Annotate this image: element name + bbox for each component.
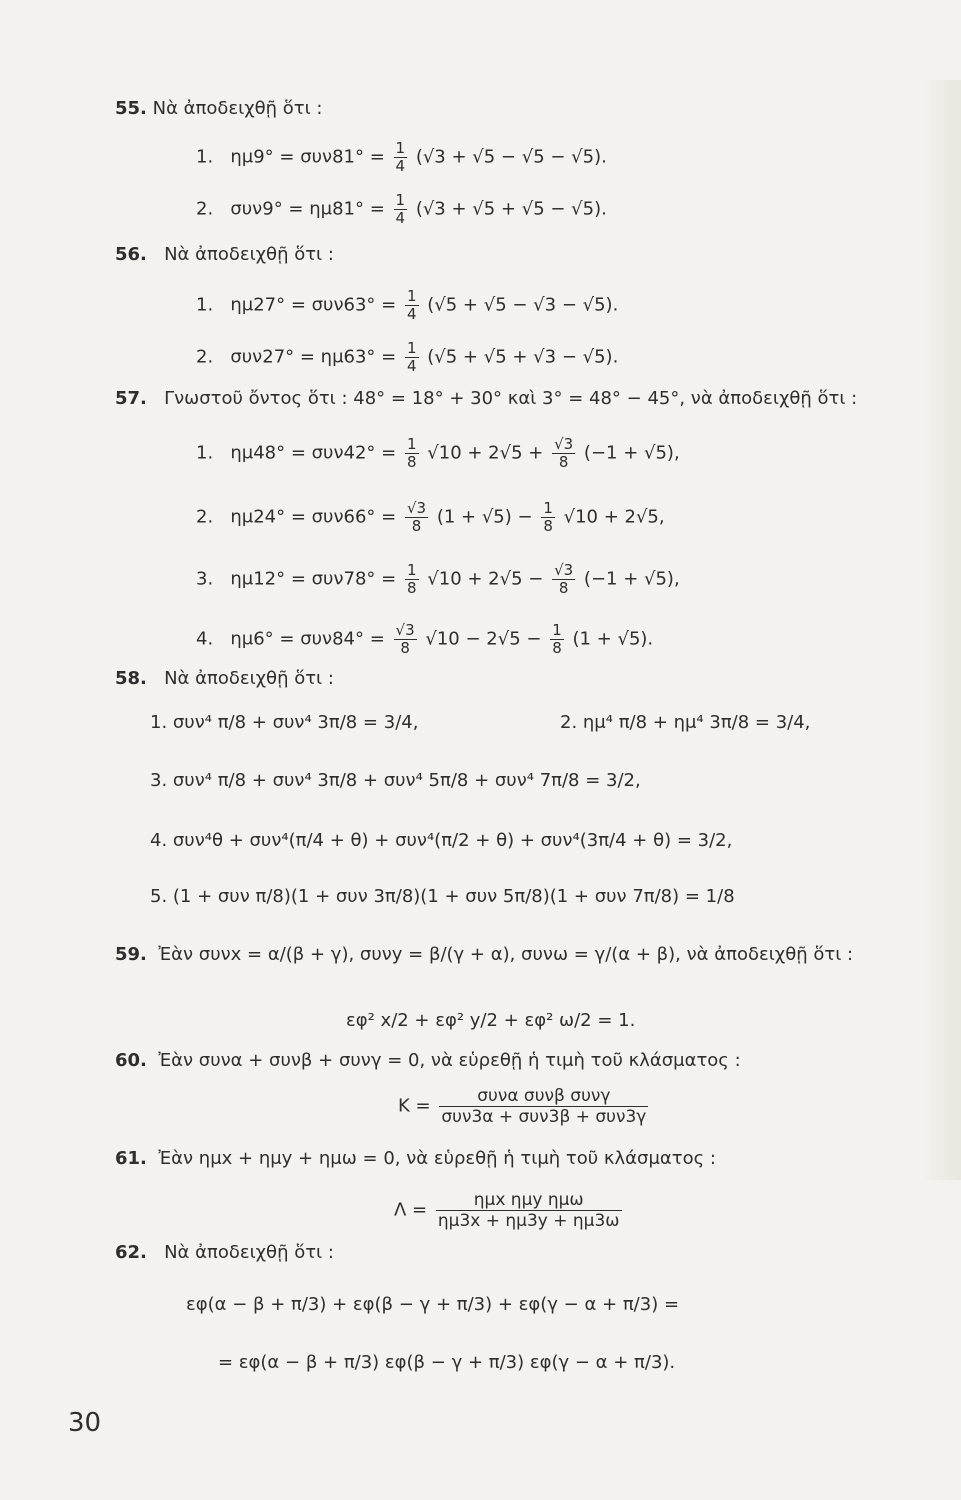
equation-rhs: (√3 + √5 − √5 − √5). [415, 146, 607, 168]
problem-58-heading [115, 668, 334, 690]
equation-line: 2. ημ⁴ π/8 + ημ⁴ 3π/8 = 3/4, [560, 712, 811, 733]
fraction: $\frac{√3}{8}$ [395, 621, 415, 657]
problem-title: Γνωστοῦ ὄντος ὅτι : 48° = 18° + 30° καὶ 3° = 48° − 45°, νὰ ἀποδειχθῇ ὅτι : [164, 388, 858, 409]
equation-lhs: ημ24° = συν66° = [230, 506, 397, 528]
equation-line [196, 192, 607, 227]
page-edge-shadow [921, 80, 961, 1180]
item-number: 1. [196, 294, 214, 316]
equation-middle: √10 − 2√5 − [425, 628, 542, 650]
problem-statement: Ἐὰν συνα + συνβ + συνγ = 0, νὰ εὑρεθῇ ἡ τιμὴ τοῦ κλάσματος : [158, 1050, 741, 1071]
equation-rhs: √10 + 2√5, [563, 506, 665, 528]
equation-rhs: (√5 + √5 + √3 − √5). [427, 346, 619, 368]
equation-lhs: ημ9° = συν81° = [230, 146, 385, 168]
equation-lhs: ημ48° = συν42° = [230, 442, 397, 464]
problem-56-heading [115, 244, 334, 266]
item-number: 1. [196, 146, 214, 168]
equation-lhs: ημ27° = συν63° = [230, 294, 397, 316]
equation-line [196, 340, 618, 375]
problem-60-heading [115, 1050, 741, 1072]
equation-lhs: συν27° = ημ63° = [230, 346, 397, 368]
equation-rhs: (√3 + √5 + √5 − √5). [415, 198, 607, 220]
fraction: $\frac{1}{8}$ [406, 561, 417, 597]
equation-line: = εφ(α − β + π/3) εφ(β − γ + π/3) εφ(γ − α + π/3). [218, 1352, 676, 1373]
problem-number: 60. [115, 1050, 147, 1071]
equation-lhs: ημ6° = συν84° = [230, 628, 385, 650]
fraction: ημx ημy ημω ημ3x + ημ3y + ημ3ω [437, 1190, 620, 1231]
item-number: 1. [196, 442, 214, 464]
equation-rhs: (1 + √5). [572, 628, 654, 650]
fraction: $\frac{1}{4}$ [406, 287, 417, 323]
equation-middle: √10 + 2√5 + [427, 442, 544, 464]
equation-line [196, 436, 680, 471]
problem-statement: Ἐὰν συνx = α/(β + γ), συνy = β/(γ + α), συνω = γ/(α + β), νὰ ἀποδειχθῇ ὅτι : [158, 944, 854, 965]
problem-62-heading [115, 1242, 334, 1264]
fraction: $\frac{1}{8}$ [543, 499, 553, 535]
fraction: $\frac{1}{4}$ [395, 139, 406, 175]
equation-line [196, 500, 665, 535]
item-number: 2. [196, 506, 214, 528]
fraction: $\frac{√3}{8}$ [554, 435, 574, 471]
equation-line [196, 622, 653, 657]
item-number: 4. [196, 628, 214, 650]
equation-line: εφ(α − β + π/3) + εφ(β − γ + π/3) + εφ(γ − α + π/3) = [186, 1294, 680, 1315]
equation-line [196, 288, 618, 323]
equation-line: 1. συν⁴ π/8 + συν⁴ 3π/8 = 3/4, [150, 712, 419, 733]
equation-line: 3. συν⁴ π/8 + συν⁴ 3π/8 + συν⁴ 5π/8 + συν⁴ 7π/8 = 3/2, [150, 770, 641, 791]
item-number: 2. [196, 198, 214, 220]
item-number: 2. [196, 346, 214, 368]
equation-lhs: ημ12° = συν78° = [230, 568, 397, 590]
equation-rhs: (−1 + √5), [583, 568, 680, 590]
problem-number: 62. [115, 1242, 147, 1263]
equation-lhs: K = [398, 1095, 431, 1117]
fraction: $\frac{1}{8}$ [552, 621, 562, 657]
problem-number: 55. [115, 98, 147, 119]
problem-number: 61. [115, 1148, 147, 1169]
equation-middle: (1 + √5) − [436, 506, 533, 528]
problem-title: Νὰ ἀποδειχθῇ ὅτι : [152, 98, 323, 119]
problem-number: 58. [115, 668, 147, 689]
equation-line: 5. (1 + συν π/8)(1 + συν 3π/8)(1 + συν 5π/8)(1 + συν 7π/8) = 1/8 [150, 886, 735, 907]
fraction: $\frac{√3}{8}$ [406, 499, 427, 535]
page-number: 30 [68, 1408, 102, 1438]
equation-rhs: (√5 + √5 − √3 − √5). [427, 294, 619, 316]
problem-59-heading [115, 944, 853, 966]
equation-line [196, 140, 607, 175]
item-number: 3. [196, 568, 214, 590]
equation-line [394, 1190, 625, 1231]
equation-line: 4. συν⁴θ + συν⁴(π/4 + θ) + συν⁴(π/2 + θ) + συν⁴(3π/4 + θ) = 3/2, [150, 830, 733, 851]
problem-title: Νὰ ἀποδειχθῇ ὅτι : [164, 668, 334, 689]
problem-title: Νὰ ἀποδειχθῇ ὅτι : [164, 244, 334, 265]
equation-line [196, 562, 680, 597]
equation-rhs: (−1 + √5), [583, 442, 680, 464]
problem-number: 59. [115, 944, 147, 965]
equation-line [398, 1086, 651, 1127]
problem-number: 56. [115, 244, 147, 265]
problem-61-heading [115, 1148, 716, 1170]
problem-57-heading [115, 388, 857, 410]
equation-lhs: Λ = [394, 1199, 428, 1221]
equation-lhs: συν9° = ημ81° = [230, 198, 385, 220]
fraction: $\frac{1}{4}$ [406, 339, 417, 375]
fraction: $\frac{√3}{8}$ [554, 561, 574, 597]
fraction: συνα συνβ συνγ συν3α + συν3β + συν3γ [441, 1086, 647, 1127]
fraction: $\frac{1}{4}$ [395, 191, 406, 227]
problem-title: Νὰ ἀποδειχθῇ ὅτι : [164, 1242, 334, 1263]
problem-number: 57. [115, 388, 147, 409]
fraction: $\frac{1}{8}$ [406, 435, 417, 471]
problem-55-heading [115, 98, 323, 120]
problem-statement: Ἐὰν ημx + ημy + ημω = 0, νὰ εὑρεθῇ ἡ τιμὴ τοῦ κλάσματος : [158, 1148, 716, 1169]
equation-line: εφ² x/2 + εφ² y/2 + εφ² ω/2 = 1. [346, 1010, 636, 1031]
equation-middle: √10 + 2√5 − [427, 568, 544, 590]
